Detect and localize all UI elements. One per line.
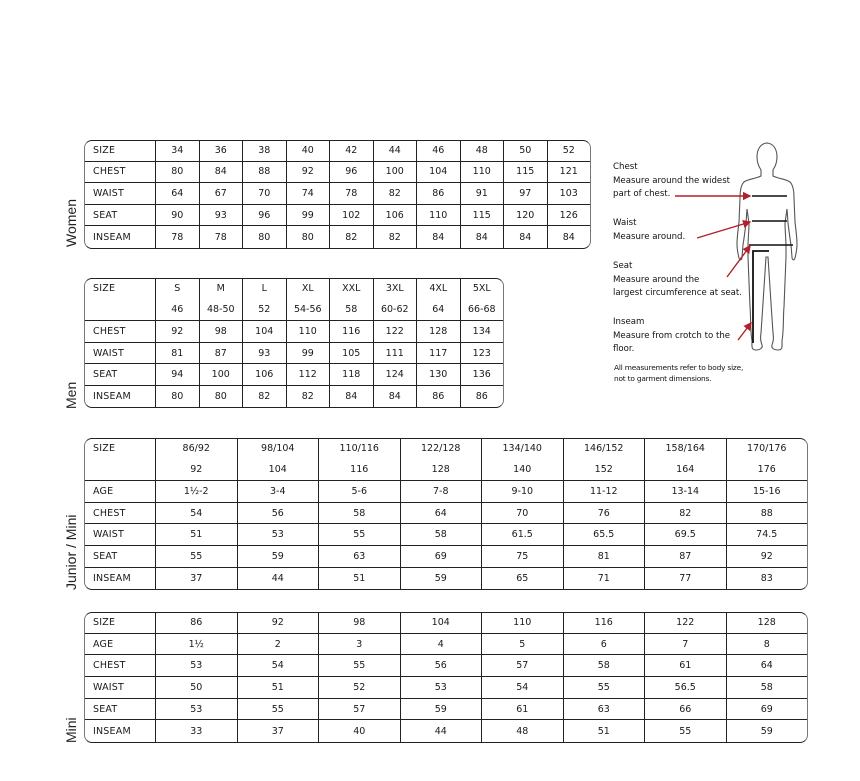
table-cell: 50 — [503, 140, 547, 162]
table-cell: 104 — [237, 460, 319, 482]
table-cell: 58 — [726, 677, 808, 699]
table-cell: 116 — [329, 321, 373, 343]
inseam-arrow-icon — [738, 323, 751, 340]
table-cell: 128 — [726, 612, 808, 634]
table-cell: 84 — [547, 226, 591, 248]
footnote — [614, 363, 743, 384]
table-cell: 58 — [563, 655, 645, 677]
table-cell: 115 — [460, 205, 504, 227]
women-label: Women — [63, 199, 79, 247]
table-cell: 69 — [400, 546, 482, 568]
table-row — [85, 699, 807, 721]
table-cell: 82 — [329, 226, 373, 248]
table-cell: 146/152 — [563, 438, 645, 460]
table-cell: 104 — [416, 162, 460, 184]
table-cell: 40 — [318, 720, 400, 742]
table-cell: 54 — [155, 503, 237, 525]
table-cell: 106 — [242, 364, 286, 386]
table-cell: S — [155, 278, 199, 300]
table-cell: 52 — [242, 300, 286, 322]
table-cell: 106 — [373, 205, 417, 227]
table-cell: 70 — [242, 183, 286, 205]
table-cell: 61.5 — [481, 524, 563, 546]
table-cell: 80 — [155, 162, 199, 184]
table-cell: 56 — [237, 503, 319, 525]
table-cell: 118 — [329, 364, 373, 386]
table-cell: 5-6 — [318, 481, 400, 503]
footnote-line-1: All measurements refer to body size, — [614, 363, 744, 372]
table-cell: 76 — [563, 503, 645, 525]
table-cell: 58 — [400, 524, 482, 546]
inseam-text-2: floor. — [613, 344, 635, 354]
table-cell: 55 — [318, 655, 400, 677]
table-cell: 15-16 — [726, 481, 808, 503]
waist-guide — [613, 217, 685, 244]
row-label: WAIST — [85, 183, 155, 205]
table-cell: 92 — [286, 162, 330, 184]
table-cell: 112 — [286, 364, 330, 386]
table-cell: 75 — [481, 546, 563, 568]
row-label: AGE — [85, 634, 155, 656]
table-cell: 100 — [199, 364, 243, 386]
table-cell: 71 — [563, 568, 645, 590]
table-cell: 122 — [373, 321, 417, 343]
table-cell: 37 — [155, 568, 237, 590]
table-cell: 1½-2 — [155, 481, 237, 503]
inseam-title: Inseam — [613, 317, 645, 327]
table-cell: 78 — [329, 183, 373, 205]
table-cell: 164 — [644, 460, 726, 482]
table-cell: 86 — [416, 183, 460, 205]
table-cell: 59 — [400, 699, 482, 721]
table-row — [85, 481, 807, 503]
row-label — [85, 460, 155, 482]
waist-arrow-icon — [697, 222, 750, 238]
table-cell: 78 — [155, 226, 199, 248]
row-label: INSEAM — [93, 391, 131, 403]
table-cell: 66-68 — [460, 300, 504, 322]
table-cell: 52 — [547, 140, 591, 162]
table-cell: 81 — [155, 343, 199, 365]
table-cell: 61 — [481, 699, 563, 721]
table-cell: 128 — [400, 460, 482, 482]
table-cell: 105 — [329, 343, 373, 365]
table-cell: 53 — [400, 677, 482, 699]
table-cell: 77 — [644, 568, 726, 590]
table-cell: 96 — [242, 205, 286, 227]
table-cell: 122/128 — [400, 438, 482, 460]
table-cell: 63 — [563, 699, 645, 721]
table-cell: 130 — [416, 364, 460, 386]
table-cell: 115 — [503, 162, 547, 184]
table-cell: 5XL — [460, 278, 504, 300]
men-size-table — [85, 278, 503, 408]
table-cell: 40 — [286, 140, 330, 162]
table-row — [85, 300, 503, 322]
table-cell: 66 — [644, 699, 726, 721]
junior-size-table — [85, 438, 807, 589]
table-cell: 7-8 — [400, 481, 482, 503]
table-cell: 59 — [237, 546, 319, 568]
table-cell: XL — [286, 278, 330, 300]
row-label: WAIST — [85, 677, 155, 699]
row-label: CHEST — [85, 321, 155, 343]
table-cell: 170/176 — [726, 438, 808, 460]
table-cell: 121 — [547, 162, 591, 184]
chest-text-2: part of chest. — [613, 189, 671, 199]
table-cell: 36 — [199, 140, 243, 162]
table-cell: 84 — [460, 226, 504, 248]
table-cell: 136 — [460, 364, 504, 386]
seat-text: Measure around the — [613, 274, 700, 285]
table-cell: 37 — [237, 720, 319, 742]
table-cell: 64 — [726, 655, 808, 677]
table-cell: 124 — [373, 364, 417, 386]
table-cell: 94 — [155, 364, 199, 386]
table-cell: 99 — [286, 205, 330, 227]
table-cell: 4 — [400, 634, 482, 656]
waist-title: Waist — [613, 218, 637, 228]
row-label: CHEST — [85, 162, 155, 184]
table-cell: 8 — [726, 634, 808, 656]
inseam-guide — [613, 316, 730, 357]
table-cell: 97 — [503, 183, 547, 205]
table-cell: 134 — [460, 321, 504, 343]
table-row — [85, 655, 807, 677]
table-cell: 55 — [318, 524, 400, 546]
chest-text: Measure around the widest — [613, 175, 731, 186]
table-cell: 88 — [726, 503, 808, 525]
chest-guide — [613, 161, 730, 202]
table-row — [85, 612, 807, 634]
table-cell: 6 — [563, 634, 645, 656]
table-row — [85, 720, 807, 742]
table-cell: 152 — [563, 460, 645, 482]
table-cell: 84 — [416, 226, 460, 248]
table-cell: 3-4 — [237, 481, 319, 503]
row-label: SEAT — [85, 205, 155, 227]
table-cell: 50 — [155, 677, 237, 699]
table-cell: 84 — [199, 162, 243, 184]
table-cell: 57 — [481, 655, 563, 677]
table-cell: 61 — [644, 655, 726, 677]
seat-title: Seat — [613, 261, 633, 271]
row-label: CHEST — [85, 655, 155, 677]
table-row — [85, 568, 807, 590]
table-cell: 80 — [242, 226, 286, 248]
table-cell: 53 — [237, 524, 319, 546]
row-label: SIZE — [85, 140, 155, 162]
table-row — [85, 321, 503, 343]
table-cell: 56.5 — [644, 677, 726, 699]
table-cell: 3XL — [373, 278, 417, 300]
row-label: INSEAM — [93, 572, 131, 584]
table-cell: 116 — [563, 612, 645, 634]
table-cell: 55 — [563, 677, 645, 699]
human-silhouette-icon — [737, 143, 797, 350]
table-cell: 80 — [155, 386, 199, 408]
row-label: SIZE — [93, 283, 116, 295]
table-cell: 82 — [286, 386, 330, 408]
table-cell: 158/164 — [644, 438, 726, 460]
table-cell: 80 — [286, 226, 330, 248]
table-cell: 48 — [481, 720, 563, 742]
table-cell: 55 — [237, 699, 319, 721]
row-label: SEAT — [85, 364, 155, 386]
table-cell: 11-12 — [563, 481, 645, 503]
table-cell: 86 — [460, 386, 504, 408]
table-row — [85, 634, 807, 656]
table-cell: 92 — [237, 612, 319, 634]
table-cell: 64 — [416, 300, 460, 322]
table-cell: 56 — [400, 655, 482, 677]
row-label: INSEAM — [93, 725, 131, 737]
table-cell: 96 — [329, 162, 373, 184]
table-cell: 51 — [563, 720, 645, 742]
table-cell: 38 — [242, 140, 286, 162]
table-row — [85, 226, 590, 248]
table-cell: 51 — [155, 524, 237, 546]
table-cell: 86/92 — [155, 438, 237, 460]
table-row — [85, 546, 807, 568]
table-cell: 104 — [400, 612, 482, 634]
table-cell: 13-14 — [644, 481, 726, 503]
row-label: WAIST — [85, 343, 155, 365]
table-cell: 82 — [373, 226, 417, 248]
table-cell: 57 — [318, 699, 400, 721]
table-cell: 3 — [318, 634, 400, 656]
table-cell: 82 — [373, 183, 417, 205]
table-cell: 46 — [416, 140, 460, 162]
table-cell: 100 — [373, 162, 417, 184]
table-cell: 55 — [644, 720, 726, 742]
table-cell: 103 — [547, 183, 591, 205]
table-cell: 54-56 — [286, 300, 330, 322]
table-cell: 87 — [199, 343, 243, 365]
table-row — [85, 162, 590, 184]
table-cell: 126 — [547, 205, 591, 227]
table-cell: 93 — [242, 343, 286, 365]
table-cell: XXL — [329, 278, 373, 300]
table-cell: 116 — [318, 460, 400, 482]
table-row — [85, 503, 807, 525]
table-cell: 110 — [481, 612, 563, 634]
table-cell: 42 — [329, 140, 373, 162]
table-cell: 98 — [199, 321, 243, 343]
table-cell: 110 — [286, 321, 330, 343]
table-cell: 74 — [286, 183, 330, 205]
table-cell: 117 — [416, 343, 460, 365]
seat-text-2: largest circumference at seat. — [613, 288, 742, 298]
table-cell: 63 — [318, 546, 400, 568]
table-cell: 67 — [199, 183, 243, 205]
table-cell: 53 — [155, 699, 237, 721]
table-cell: 110 — [460, 162, 504, 184]
men-label: Men — [63, 381, 79, 409]
table-cell: 140 — [481, 460, 563, 482]
table-cell: 111 — [373, 343, 417, 365]
table-cell: 33 — [155, 720, 237, 742]
table-cell: 99 — [286, 343, 330, 365]
table-cell: 84 — [503, 226, 547, 248]
table-cell: 54 — [237, 655, 319, 677]
table-cell: 98/104 — [237, 438, 319, 460]
table-cell: 91 — [460, 183, 504, 205]
table-cell: 7 — [644, 634, 726, 656]
table-cell: 64 — [400, 503, 482, 525]
table-cell: 2 — [237, 634, 319, 656]
table-row — [85, 677, 807, 699]
row-label: WAIST — [85, 524, 155, 546]
table-cell: 88 — [242, 162, 286, 184]
table-cell: 98 — [318, 612, 400, 634]
table-cell: 54 — [481, 677, 563, 699]
table-cell: 65.5 — [563, 524, 645, 546]
table-cell: 84 — [329, 386, 373, 408]
table-cell: 1½ — [155, 634, 237, 656]
table-cell: 92 — [726, 546, 808, 568]
table-cell: 52 — [318, 677, 400, 699]
table-cell: 84 — [373, 386, 417, 408]
row-label: SIZE — [85, 612, 155, 634]
row-label: SEAT — [85, 546, 155, 568]
table-cell: 81 — [563, 546, 645, 568]
table-cell: 5 — [481, 634, 563, 656]
table-cell: 55 — [155, 546, 237, 568]
table-cell: 44 — [373, 140, 417, 162]
mini-size-table — [85, 612, 807, 742]
table-cell: 53 — [155, 655, 237, 677]
table-cell: 65 — [481, 568, 563, 590]
table-cell: 82 — [644, 503, 726, 525]
table-cell: 59 — [400, 568, 482, 590]
footnote-line-2: not to garment dimensions. — [614, 373, 712, 383]
row-label: SIZE — [93, 443, 116, 455]
table-cell: 92 — [155, 460, 237, 482]
table-cell: 176 — [726, 460, 808, 482]
table-cell: 44 — [237, 568, 319, 590]
table-row — [85, 278, 503, 300]
row-label: AGE — [85, 481, 155, 503]
table-cell: 110/116 — [318, 438, 400, 460]
table-cell: 123 — [460, 343, 504, 365]
table-row — [85, 140, 590, 162]
table-row — [85, 364, 503, 386]
table-cell: 82 — [242, 386, 286, 408]
mini-label: Mini — [63, 717, 79, 743]
table-cell: 48-50 — [199, 300, 243, 322]
table-cell: L — [242, 278, 286, 300]
table-cell: 86 — [416, 386, 460, 408]
table-cell: 122 — [644, 612, 726, 634]
row-label — [85, 300, 155, 322]
table-cell: 104 — [242, 321, 286, 343]
table-cell: 74.5 — [726, 524, 808, 546]
table-cell: 128 — [416, 321, 460, 343]
table-cell: 87 — [644, 546, 726, 568]
table-cell: 59 — [726, 720, 808, 742]
table-cell: 86 — [155, 612, 237, 634]
table-cell: 34 — [155, 140, 199, 162]
table-cell: 9-10 — [481, 481, 563, 503]
table-cell: 92 — [155, 321, 199, 343]
table-cell: 51 — [318, 568, 400, 590]
table-cell: 110 — [416, 205, 460, 227]
row-label: SEAT — [85, 699, 155, 721]
inseam-text: Measure from crotch to the — [613, 330, 731, 341]
table-row — [85, 460, 807, 482]
inseam-line — [753, 251, 769, 343]
table-cell: 78 — [199, 226, 243, 248]
table-row — [85, 205, 590, 227]
row-label: CHEST — [85, 503, 155, 525]
table-cell: 69 — [726, 699, 808, 721]
table-row — [85, 183, 590, 205]
table-cell: 58 — [318, 503, 400, 525]
table-cell: 51 — [237, 677, 319, 699]
table-row — [85, 438, 807, 460]
table-row — [85, 386, 503, 408]
table-cell: 70 — [481, 503, 563, 525]
women-size-table — [85, 140, 590, 248]
table-cell: 120 — [503, 205, 547, 227]
table-cell: 48 — [460, 140, 504, 162]
table-cell: 83 — [726, 568, 808, 590]
table-cell: 46 — [155, 300, 199, 322]
table-cell: 44 — [400, 720, 482, 742]
seat-guide — [613, 260, 742, 301]
table-cell: 134/140 — [481, 438, 563, 460]
chest-title: Chest — [613, 162, 638, 172]
table-cell: 60-62 — [373, 300, 417, 322]
table-cell: 58 — [329, 300, 373, 322]
table-cell: 90 — [155, 205, 199, 227]
junior-label: Junior / Mini — [63, 514, 79, 590]
table-cell: M — [199, 278, 243, 300]
row-label: INSEAM — [93, 231, 131, 243]
table-cell: 93 — [199, 205, 243, 227]
table-cell: 64 — [155, 183, 199, 205]
waist-text: Measure around. — [613, 231, 686, 242]
table-cell: 4XL — [416, 278, 460, 300]
table-row — [85, 524, 807, 546]
table-row — [85, 343, 503, 365]
table-cell: 80 — [199, 386, 243, 408]
table-cell: 69.5 — [644, 524, 726, 546]
table-cell: 102 — [329, 205, 373, 227]
